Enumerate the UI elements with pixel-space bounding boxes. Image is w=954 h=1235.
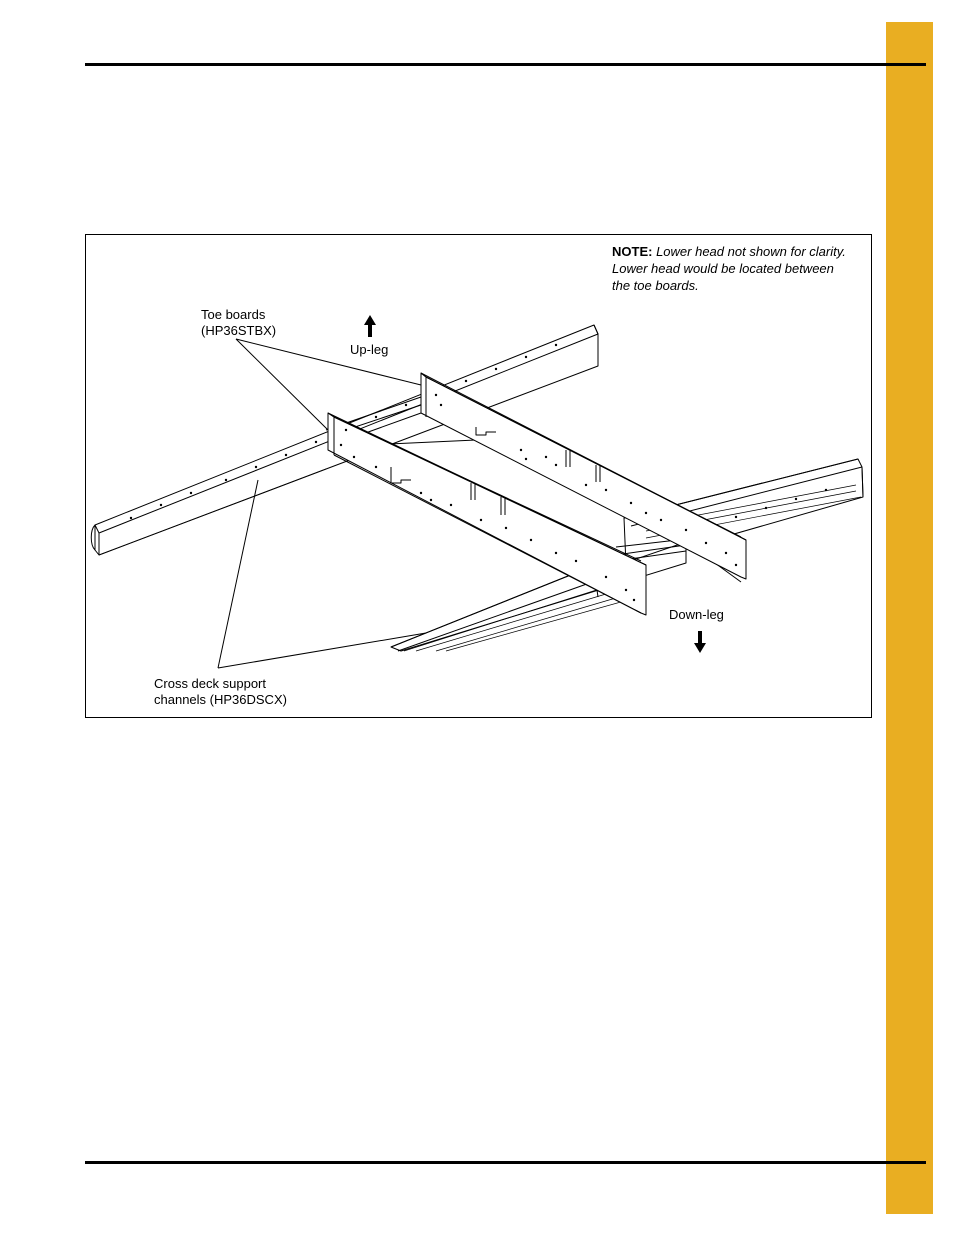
note-line-1: Lower head not shown for clarity. <box>656 244 846 259</box>
header-rule <box>85 63 926 66</box>
down-arrow-icon <box>694 631 706 653</box>
leader-lines <box>218 339 426 668</box>
cross-deck-label <box>154 676 287 708</box>
footer-rule <box>85 1161 926 1164</box>
figure-frame <box>85 234 872 718</box>
note-line-3: the toe boards. <box>612 278 699 293</box>
note-line-2: Lower head would be located between <box>612 261 834 276</box>
chapter-side-tab <box>886 22 933 1214</box>
figure-note <box>612 243 870 294</box>
toe-boards-label-line-1: Toe boards <box>201 307 266 322</box>
cross-deck-label-line-2: channels (HP36DSCX) <box>154 692 287 707</box>
down-leg-label: Down-leg <box>669 607 724 622</box>
note-prefix: NOTE: <box>612 244 653 259</box>
toe-boards-label <box>201 307 276 339</box>
cross-deck-label-line-1: Cross deck support <box>154 676 266 691</box>
up-leg-label: Up-leg <box>350 342 389 357</box>
toe-boards-label-line-2: (HP36STBX) <box>201 323 277 338</box>
up-arrow-icon <box>364 315 376 337</box>
